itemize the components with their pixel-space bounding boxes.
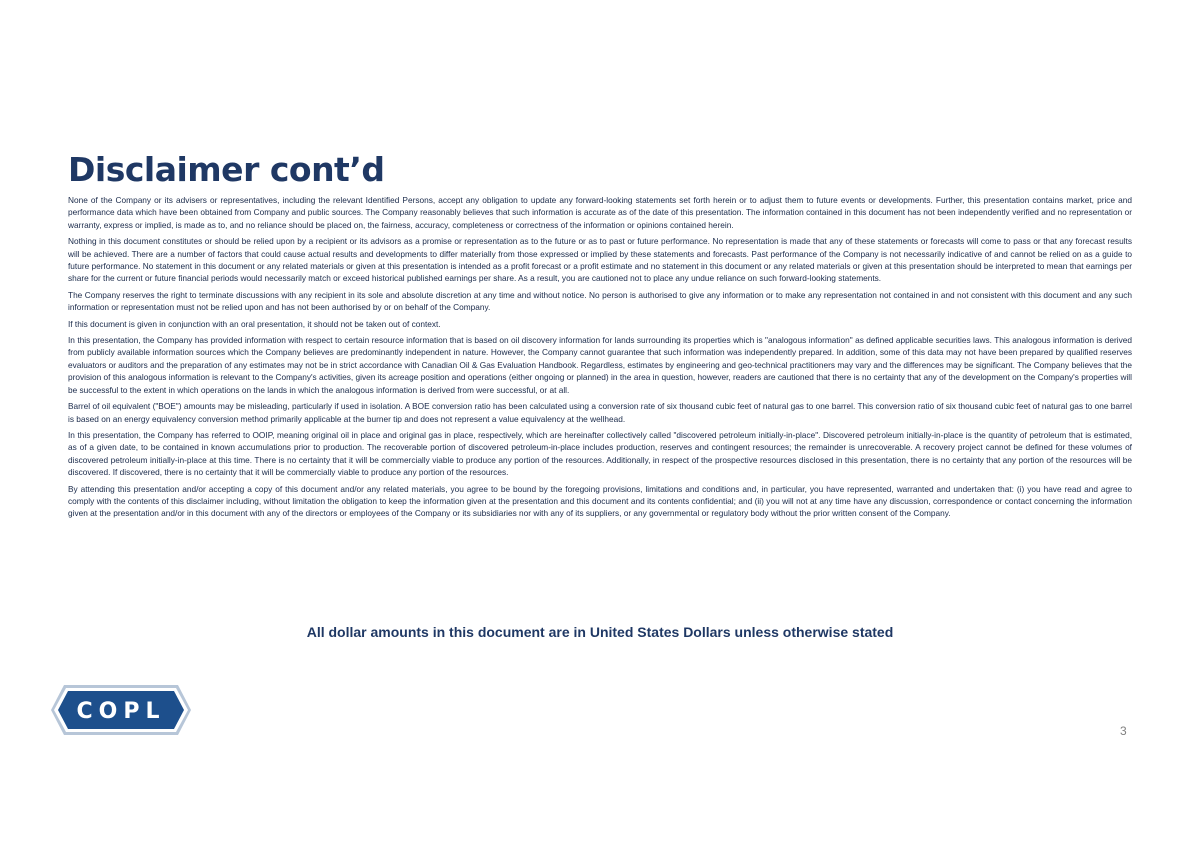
page-title: Disclaimer cont’d xyxy=(68,150,385,189)
disclaimer-body xyxy=(68,194,1132,524)
logo-text: COPL xyxy=(76,699,166,724)
disclaimer-paragraph: If this document is given in conjunction with an oral presentation, it should not be taken out of context. xyxy=(68,318,441,329)
disclaimer-paragraph: By attending this presentation and/or accepting a copy of this document and/or any related materials, you agree to be bound by the foregoing provisions, limitations and conditions and, in particular, you have represented, warranted and undertaken that: (i) you have read and agree to comply with the contents of this disclaimer including, without limitation the obligation to keep the information given at the presentation and this document and its contents confidential; and (ii) you will not at any time have any discussion, correspondence or contact concerning the information given at the presentation and/or in this document with any of the directors or employees of the Company or its subsidiaries nor with any of its suppliers, or any governmental or regulatory body without the prior written consent of the Company. xyxy=(68,483,1132,519)
disclaimer-paragraph: In this presentation, the Company has referred to OOIP, meaning original oil in place and original gas in place, respectively, which are hereinafter collectively called "discovered petroleum initially-in-place". Discovered petroleum initially-in-place is the quantity of petroleum that is estimated, as of a given date, to be contained in known accumulations prior to production. The recoverable portion of discovered petroleum-in-place includes production, reserves and contingent resources; the remainder is unrecoverable. A recovery project cannot be defined for these volumes of discovered petroleum initially-in-place at this time. There is no certainty that it will be commercially viable to produce any portion of the resources. Additionally, in respect of the prospective resources disclosed in this presentation, there is no certainty that any portion of the resources will be discovered. If discovered, there is no certainty that it will be commercially viable to produce any portion of the resources. xyxy=(68,429,1132,478)
disclaimer-paragraph: Barrel of oil equivalent ("BOE") amounts may be misleading, particularly if used in isolation. A BOE conversion ratio has been calculated using a conversion rate of six thousand cubic feet of natural gas to one barrel. This conversion ratio of six thousand cubic feet of natural gas to one barrel is based on an energy equivalency conversion method primarily applicable at the burner tip and does not represent a value equivalency at the wellhead. xyxy=(68,401,1132,424)
disclaimer-paragraph: The Company reserves the right to terminate discussions with any recipient in its sole and absolute discretion at any time and without notice. No person is authorised to give any information or to make any representation not contained in and not consistent with this document and any such information or representation must not be relied upon and has not been authorised by or on behalf of the Company. xyxy=(68,289,1132,313)
disclaimer-paragraph: In this presentation, the Company has provided information with respect to certain resource information that is based on oil discovery information for lands surrounding its properties which is "analogous information" as defined applicable securities laws. This analogous information is derived from publicly available information sources which the Company believes are predominantly independent in nature. However, the Company cannot guarantee that such information was independently prepared. In addition, some of this data may not have been prepared by qualified reserves evaluators or auditors and the preparation of any estimates may not be in strict accordance with Canadian Oil & Gas Evaluation Handbook. Regardless, estimates by engineering and geo-technical practitioners may vary and the differences may be significant. The Company believes that the provision of this analogous information is relevant to the Company's activities, given its acreage position and operations (either ongoing or planned) in the area in question, however, readers are cautioned that there is no certainty that any of the development on the Company's properties will be successful to the extent in which operations on the lands in which the analogous information is derived from were successful, or at all. xyxy=(68,335,1132,395)
currency-note: All dollar amounts in this document are in United States Dollars unless otherwise stated xyxy=(306,624,894,640)
page-number: 3 xyxy=(1120,724,1127,738)
copl-logo xyxy=(50,684,192,736)
disclaimer-paragraph: None of the Company or its advisers or representatives, including the relevant Identified Persons, accept any obligation to update any forward-looking statements set forth herein or to adjust them to future events or developments. Further, this presentation contains market, price and performance data which have been obtained from Company and public sources. The Company reasonably believes that such information is accurate as of the date of this presentation. The information contained in this document has not been independently verified and no representation or warranty, express or implied, is made as to, and no reliance should be placed on, the fairness, accuracy, completeness or correctness of the information or opinions contained herein. xyxy=(68,195,1132,230)
disclaimer-paragraph: Nothing in this document constitutes or should be relied upon by a recipient or its advisors as a promise or representation as to the future or as to past or future performance. No representation is made that any of these statements or forecasts will come to pass or that any forecast results will be achieved. There are a number of factors that could cause actual results and developments to differ materially from those expressed or implied by these statements and forecasts. Past performance of the Company is not necessarily indicative of and cannot be relied on as a guide to future performance. No statement in this document or any related materials or given at this presentation is intended as a profit forecast or a profit estimate and no statement in this document or any related materials or given at this presentation should be interpreted to mean that earnings per share for the current or future financial periods would necessarily match or exceed historical published earnings per share. As a result, you are cautioned not to place any undue reliance on such forward-looking statements. xyxy=(68,236,1132,284)
